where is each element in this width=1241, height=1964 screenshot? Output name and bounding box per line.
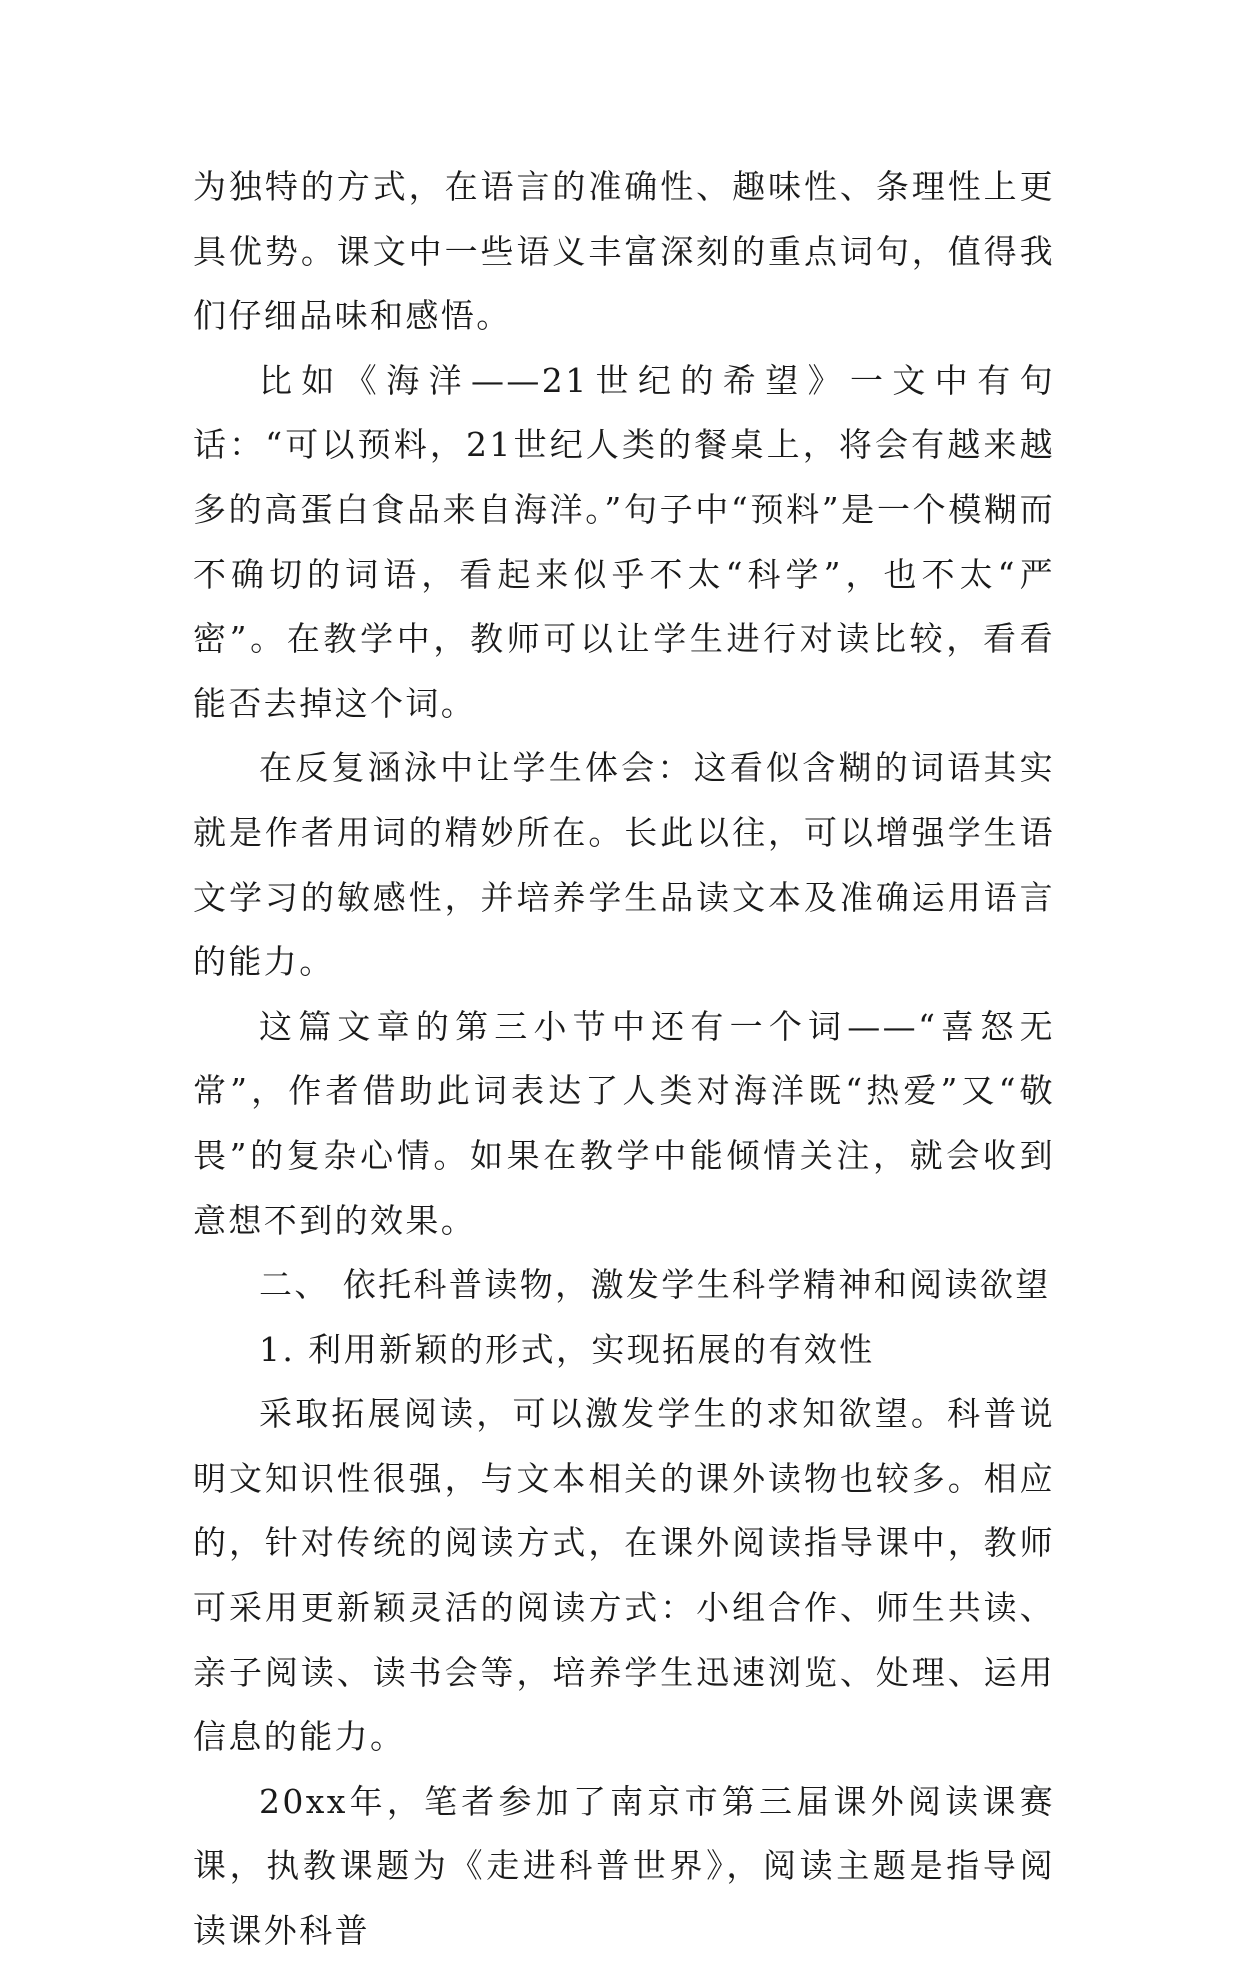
paragraph-ocean-example: 比如《海洋——21世纪的希望》一文中有句话：“可以预料，21世纪人类的餐桌上，将会有越来越多的高蛋白食品来自海洋。”句子中“预料”是一个模糊而不确切的词语，看起来似乎不太“科学”，也不太“严密”。在教学中，教师可以让学生进行对读比较，看看能否去掉这个词。 bbox=[193, 360, 1055, 723]
subsection-heading-1: 1. 利用新颖的形式，实现拓展的有效性 bbox=[259, 1329, 875, 1369]
paragraph-third-section: 这篇文章的第三小节中还有一个词——“喜怒无常”，作者借助此词表达了人类对海洋既“热爱”又“敬畏”的复杂心情。如果在教学中能倾情关注，就会收到意想不到的效果。 bbox=[193, 1006, 1055, 1240]
paragraph-author-contest: 20xx年，笔者参加了南京市第三届课外阅读课赛课，执教课题为《走进科普世界》，阅读主题是指导阅读课外科普 bbox=[193, 1781, 1055, 1951]
paragraph-extended-reading: 采取拓展阅读，可以激发学生的求知欲望。科普说明文知识性很强，与文本相关的课外读物也较多。相应的，针对传统的阅读方式，在课外阅读指导课中，教师可采用更新颖灵活的阅读方式：小组合作、师生共读、亲子阅读、读书会等，培养学生迅速浏览、处理、运用信息的能力。 bbox=[193, 1394, 1055, 1757]
document-body bbox=[193, 155, 1055, 1964]
paragraph-savoring: 在反复涵泳中让学生体会：这看似含糊的词语其实就是作者用词的精妙所在。长此以往，可以增强学生语文学习的敏感性，并培养学生品读文本及准确运用语言的能力。 bbox=[193, 748, 1055, 982]
section-heading-2: 二、 依托科普读物，激发学生科学精神和阅读欲望 bbox=[259, 1265, 1051, 1305]
paragraph-continuation: 为独特的方式，在语言的准确性、趣味性、条理性上更具优势。课文中一些语义丰富深刻的重点词句，值得我们仔细品味和感悟。 bbox=[193, 167, 1055, 336]
